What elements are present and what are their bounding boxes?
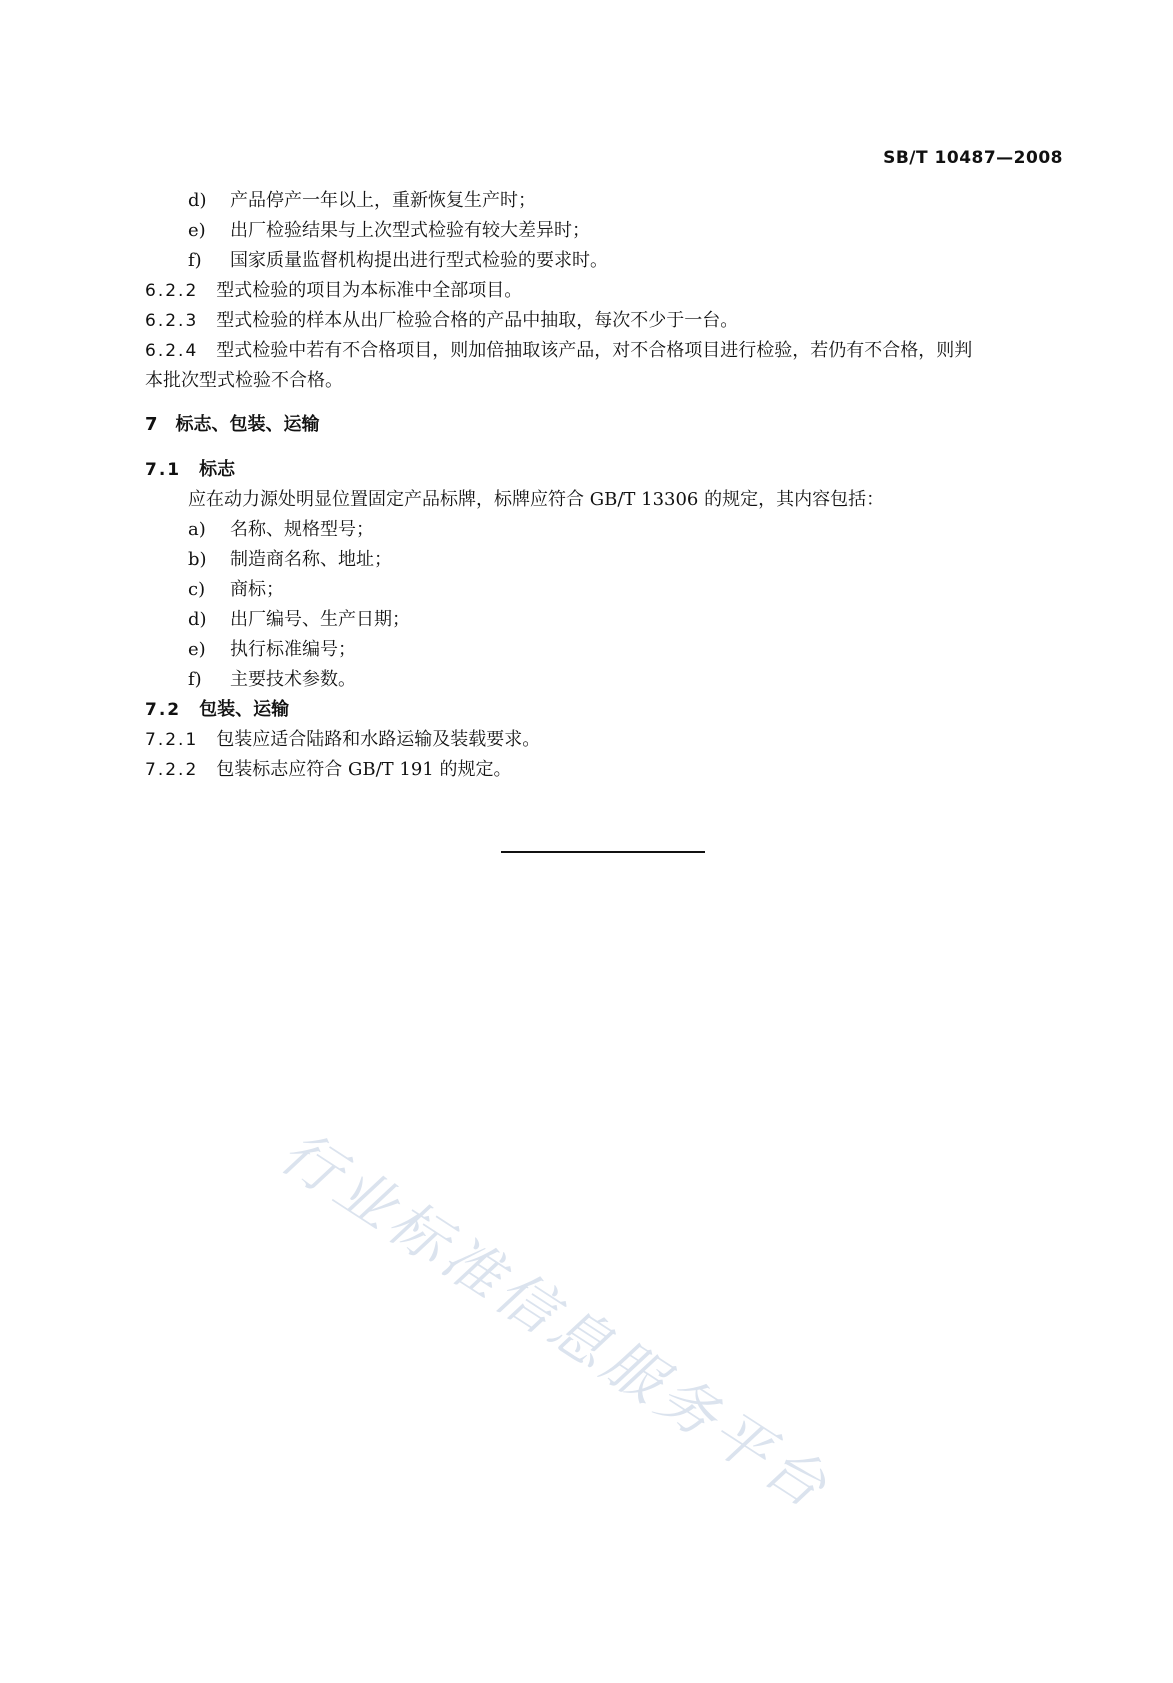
list-item-text: 出厂检验结果与上次型式检验有较大差异时； [230,220,590,241]
list-item-text: 出厂编号、生产日期； [230,609,410,630]
list-item [188,605,410,635]
list-item-text: 执行标准编号； [230,639,356,660]
watermark: 行业标准信息服务平台 [268,1117,843,1524]
list-item [188,635,356,665]
subsection-number: 7.2 [145,700,182,720]
list-item-text: 名称、规格型号； [230,519,374,540]
list-item-label: d) [188,609,207,630]
list-item-text: 主要技术参数。 [230,669,356,690]
clause [145,306,738,336]
section-heading [145,410,320,440]
list-item-text: 制造商名称、地址； [230,549,392,570]
subsection-heading [145,455,235,485]
list-item-label: f) [188,669,202,690]
subsection-title: 标志 [199,459,236,480]
clause [145,755,511,785]
clause-text: 包装应适合陆路和水路运输及装载要求。 [216,729,541,750]
subsection-heading [145,695,289,725]
list-item [188,186,536,216]
list-item-label: f) [188,250,202,271]
list-item-label: b) [188,549,207,570]
list-item-label: a) [188,519,206,540]
section-number: 7 [145,414,158,435]
paragraph: 应在动力源处明显位置固定产品标牌，标牌应符合 GB/T 13306 的规定，其内容包括： [188,489,885,510]
list-item [188,246,608,276]
list-item [188,575,284,605]
end-of-document-rule [501,851,705,853]
list-item [188,515,374,545]
list-item-label: e) [188,639,206,660]
list-item-label: c) [188,579,206,600]
list-item-text: 商标； [230,579,284,600]
standard-code-header: SB/T 10487—2008 [883,148,1063,168]
clause-text: 型式检验的项目为本标准中全部项目。 [216,280,523,301]
subsection-number: 7.1 [145,460,182,480]
list-item-label: e) [188,220,206,241]
clause-text: 包装标志应符合 GB/T 191 的规定。 [216,759,512,780]
clause [145,276,522,306]
clause [145,725,540,755]
clause-number: 7.2.1 [145,730,199,750]
clause-number: 6.2.3 [145,311,199,331]
list-item [188,216,590,246]
clause-continuation: 本批次型式检验不合格。 [145,370,343,391]
clause [145,336,972,366]
list-item [188,665,356,695]
list-item-label: d) [188,190,207,211]
clause-text: 型式检验中若有不合格项目，则加倍抽取该产品，对不合格项目进行检验，若仍有不合格，则判 [216,340,973,361]
subsection-title: 包装、运输 [199,699,290,720]
list-item-text: 国家质量监督机构提出进行型式检验的要求时。 [230,250,608,271]
list-item [188,545,392,575]
clause-number: 7.2.2 [145,760,199,780]
section-title: 标志、包装、运输 [175,414,320,435]
clause-text: 型式检验的样本从出厂检验合格的产品中抽取，每次不少于一台。 [216,310,739,331]
clause-number: 6.2.2 [145,281,199,301]
list-item-text: 产品停产一年以上，重新恢复生产时； [230,190,536,211]
clause-number: 6.2.4 [145,341,199,361]
